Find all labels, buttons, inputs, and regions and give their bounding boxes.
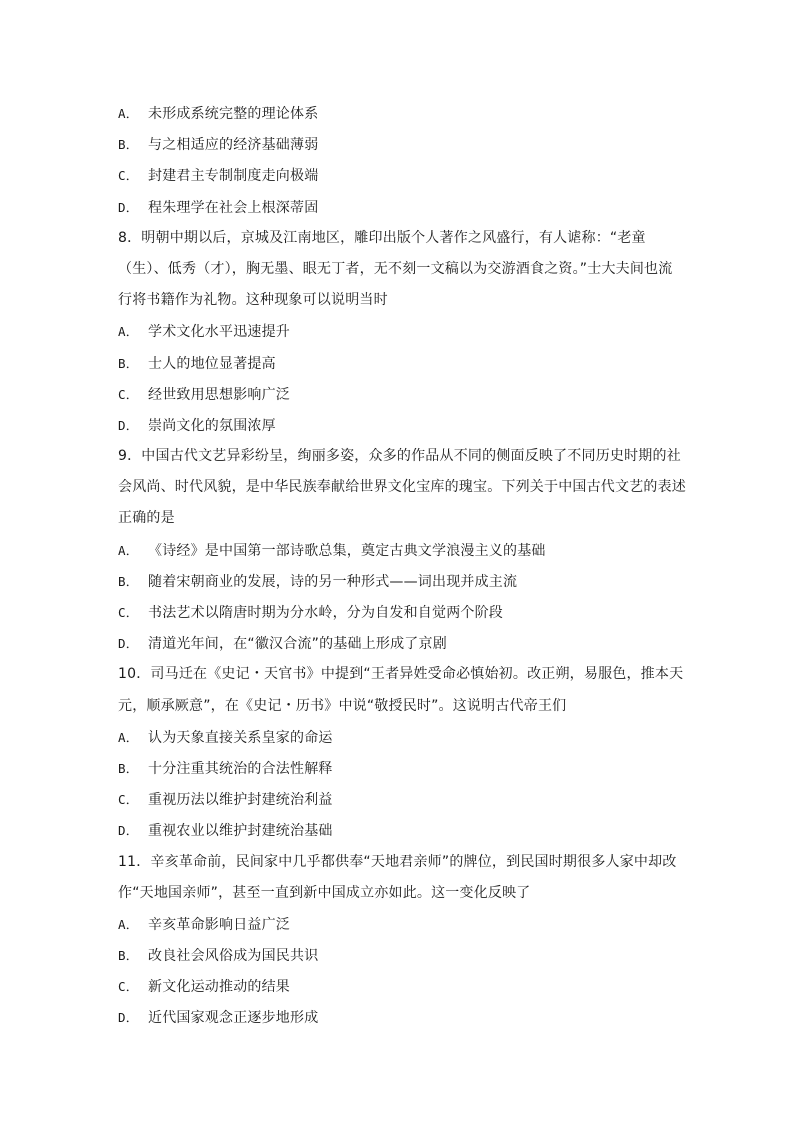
option-label: C．: [118, 605, 139, 620]
option-c[interactable]: [118, 784, 678, 815]
option-label: C．: [118, 386, 139, 402]
option-label: B．: [118, 355, 139, 371]
option-label: C．: [118, 168, 139, 184]
option-text: 学术文化水平迅速提升: [148, 324, 290, 341]
question-11-stem: [118, 847, 678, 909]
option-label: B．: [118, 948, 139, 964]
option-a[interactable]: [118, 316, 678, 347]
exam-page: [118, 98, 686, 1034]
option-text: 崇尚文化的氛围浓厚: [148, 417, 276, 434]
option-text: 程朱理学在社会上根深蒂固: [148, 199, 319, 216]
option-label: A．: [118, 916, 139, 932]
option-c[interactable]: [118, 597, 678, 628]
option-text: 封建君主专制制度走向极端: [148, 168, 319, 185]
option-a[interactable]: [118, 909, 678, 940]
question-9: [118, 441, 686, 659]
option-text: 辛亥革命影响日益广泛: [148, 916, 290, 933]
option-a[interactable]: [118, 722, 678, 753]
option-text: 新文化运动推动的结果: [148, 979, 290, 996]
option-a[interactable]: [118, 98, 678, 129]
option-label: C．: [118, 792, 139, 808]
option-text: 重视农业以维护封建统治基础: [148, 823, 333, 840]
option-label: B．: [118, 137, 139, 153]
option-b[interactable]: [118, 129, 678, 160]
option-label: B．: [118, 573, 139, 589]
option-b[interactable]: [118, 348, 678, 379]
option-c[interactable]: [118, 971, 678, 1002]
option-c[interactable]: [118, 160, 678, 191]
option-text: 重视历法以维护封建统治利益: [148, 792, 333, 809]
option-text: 认为天象直接关系皇家的命运: [148, 729, 333, 746]
stem-line: （生）、低秀（才），胸无墨、眼无丁者，无不刻一文稿以为交游酒食之资。”士大夫间也流: [118, 260, 673, 277]
option-text: 《诗经》是中国第一部诗歌总集，奠定古典文学浪漫主义的基础: [148, 542, 546, 559]
option-label: A．: [118, 729, 139, 745]
question-8: [118, 223, 678, 441]
option-b[interactable]: [118, 753, 678, 784]
option-text: 未形成系统完整的理论体系: [148, 106, 319, 122]
option-d[interactable]: [118, 1002, 678, 1033]
option-d[interactable]: [118, 192, 678, 223]
stem-line: 9．中国古代文艺异彩纷呈，绚丽多姿，众多的作品从不同的侧面反映了不同历史时期的社: [118, 448, 681, 465]
option-label: A．: [118, 106, 139, 121]
stem-line: 10．司马迁在《史记・天官书》中提到“王者异姓受命必慎始初。改正朔，易服色，推本天: [118, 666, 684, 683]
question-11: [118, 847, 678, 1034]
stem-line: 正确的是: [118, 510, 175, 527]
stem-line: 8．明朝中期以后，京城及江南地区，雕印出版个人著作之风盛行，有人谑称：“老童: [118, 229, 646, 246]
option-label: A．: [118, 542, 139, 558]
option-label: A．: [118, 324, 139, 340]
option-text: 随着宋朝商业的发展，诗的另一种形式——词出现并成主流: [148, 573, 518, 590]
option-d[interactable]: [118, 628, 678, 659]
question-7-options: [118, 98, 678, 223]
question-10-stem: [118, 659, 684, 721]
stem-line: 元，顺承厥意”，在《史记・历书》中说“敬授民时”。这说明古代帝王们: [118, 697, 567, 714]
question-10: [118, 659, 684, 846]
option-text: 清道光年间，在“徽汉合流”的基础上形成了京剧: [148, 636, 447, 653]
option-label: C．: [118, 979, 139, 995]
option-text: 士人的地位显著提高: [148, 355, 276, 372]
stem-line: 会风尚、时代风貌，是中华民族奉献给世界文化宝库的瑰宝。下列关于中国古代文艺的表述: [118, 479, 686, 496]
option-d[interactable]: [118, 410, 678, 441]
option-a[interactable]: [118, 535, 678, 566]
stem-line: 作“天地国亲师”，甚至一直到新中国成立亦如此。这一变化反映了: [118, 884, 531, 901]
option-text: 改良社会风俗成为国民共识: [148, 948, 319, 965]
option-text: 书法艺术以隋唐时期为分水岭，分为自发和自觉两个阶段: [148, 605, 503, 621]
option-label: D．: [118, 823, 139, 839]
option-label: B．: [118, 760, 139, 776]
question-9-stem: [118, 441, 686, 535]
option-b[interactable]: [118, 940, 678, 971]
stem-line: 行将书籍作为礼物。这种现象可以说明当时: [118, 292, 388, 309]
option-b[interactable]: [118, 566, 678, 597]
option-label: D．: [118, 199, 139, 215]
option-label: D．: [118, 417, 139, 433]
option-text: 近代国家观念正逐步地形成: [148, 1010, 319, 1027]
option-text: 经世致用思想影响广泛: [148, 386, 290, 403]
option-d[interactable]: [118, 815, 678, 846]
stem-line: 11．辛亥革命前，民间家中几乎都供奉“天地君亲师”的牌位，到民国时期很多人家中却改: [118, 853, 677, 870]
option-text: 与之相适应的经济基础薄弱: [148, 137, 319, 154]
question-8-stem: [118, 223, 678, 317]
option-text: 十分注重其统治的合法性解释: [148, 760, 333, 777]
option-label: D．: [118, 636, 139, 652]
option-label: D．: [118, 1010, 139, 1026]
option-c[interactable]: [118, 379, 678, 410]
